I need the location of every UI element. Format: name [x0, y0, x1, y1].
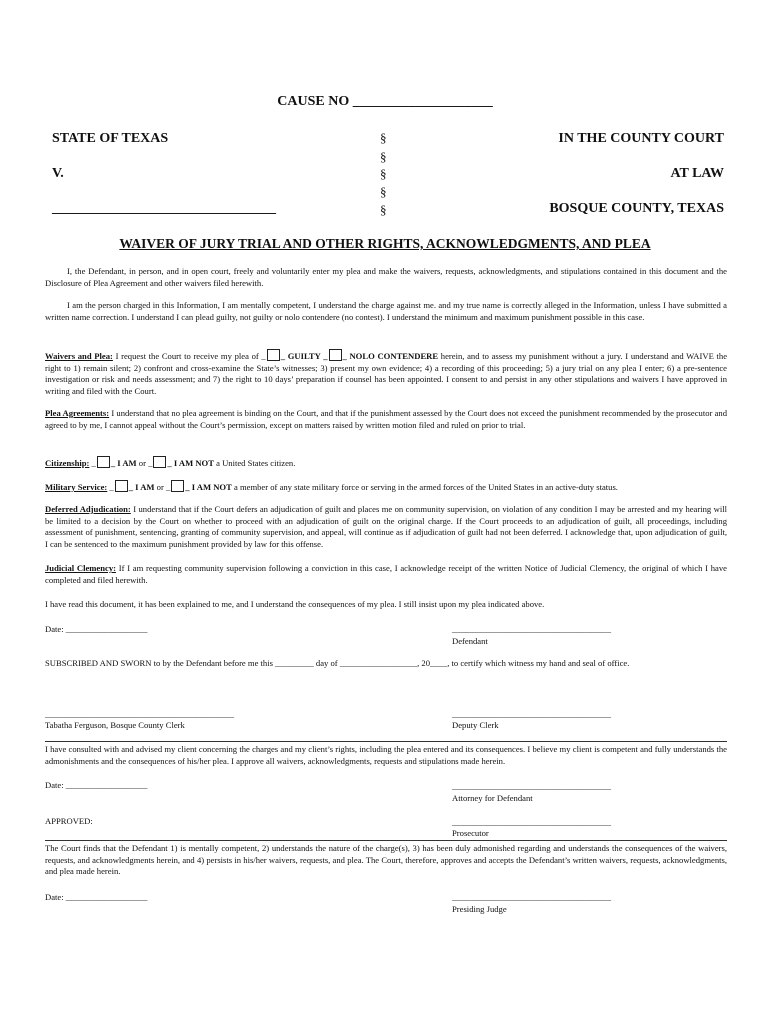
deputy-clerk-label: Deputy Clerk: [452, 720, 499, 730]
section-mark: §: [380, 149, 387, 164]
defendant-label: Defendant: [452, 636, 488, 646]
nolo-contendere-checkbox[interactable]: [329, 349, 342, 361]
waivers-text: I request the Court to receive my plea of _: [112, 351, 266, 361]
clerk-label: Tabatha Ferguson, Bosque County Clerk: [45, 720, 185, 730]
judge-date-field[interactable]: Date: ___________________: [45, 892, 148, 902]
attorney-label: Attorney for Defendant: [452, 793, 533, 803]
military-i-am-label: _ I AM: [128, 482, 155, 492]
bosque-county-label: BOSQUE COUNTY, TEXAS: [549, 201, 724, 216]
cause-number: CAUSE NO ____________________: [277, 94, 493, 109]
plea-agreements-paragraph: [45, 408, 727, 431]
approved-label: APPROVED:: [45, 816, 93, 826]
military-text: or _: [154, 482, 171, 492]
presiding-judge-label: Presiding Judge: [452, 904, 507, 914]
citizen-i-am-label: _ I AM: [110, 458, 137, 468]
military-i-am-checkbox[interactable]: [115, 480, 128, 492]
military-text: _: [107, 482, 114, 492]
military-service-line: [45, 480, 727, 494]
competency-paragraph: I am the person charged in this Information, I am mentally competent, I understand the charge against me. and my true name is correctly alleged in the Information, unless I have submitted a written name correction. I understand I can plead guilty, not guilty or nolo contendere (no contest). I understand the minimum and maximum punishment possible in this case.: [45, 300, 727, 322]
guilty-label: _ GUILTY _: [280, 351, 328, 361]
attorney-statement: I have consulted with and advised my client concerning the charges and my client’s rights, including the plea entered and its consequences. I believe my client is competent and fully understands the admonishments and the consequences of his/her plea. I approve all waivers, acknowledgments, requests and stipulations made herein.: [45, 744, 727, 766]
citizenship-heading: Citizenship:: [45, 458, 90, 468]
military-heading: Military Service:: [45, 482, 108, 492]
document-title: WAIVER OF JURY TRIAL AND OTHER RIGHTS, ACKNOWLEDGMENTS, AND PLEA: [119, 236, 651, 251]
section-mark: §: [380, 184, 387, 199]
section-mark: §: [380, 130, 387, 145]
section-mark: §: [380, 202, 387, 217]
citizenship-line: [45, 456, 727, 470]
deputy-signature-line[interactable]: _____________________________________: [452, 709, 611, 719]
military-i-am-not-label: _ I AM NOT: [185, 482, 232, 492]
read-statement: I have read this document, it has been explained to me, and I understand the consequences of my plea. I still insist upon my plea indicated above.: [45, 599, 545, 609]
intro-paragraph: I, the Defendant, in person, and in open court, freely and voluntarily enter my plea and make the waivers, requests, acknowledgments, and stipulations contained in this document and the Disclosure of Plea Agreement and other waivers filed herewith.: [45, 266, 727, 288]
state-of-texas: STATE OF TEXAS: [52, 131, 169, 146]
at-law-label: AT LAW: [670, 166, 724, 181]
waivers-heading: Waivers and Plea:: [45, 351, 113, 361]
judicial-clemency-paragraph: [45, 563, 727, 586]
military-i-am-not-checkbox[interactable]: [171, 480, 184, 492]
citizenship-text: a United States citizen.: [213, 458, 296, 468]
citizenship-text: _: [89, 458, 96, 468]
waivers-text: herein, and to assess my punishment without a jury. I understand and WAIVE the right to 1) remain silent; 2) confront and cross-examine the State’s witnesses; 3) present my own evidence; 4) a recording of this proceeding; 5) a jury trial on any plea I enter; 6) a pre-sentence investigation or risk and needs assessment; and 7) the right to 10 days’ preparation if counsel has been appointed. I consent to and persist in any other stipulations and waivers I have approved in writing and filed with the Court.: [45, 351, 728, 396]
versus-label: V.: [52, 166, 64, 181]
attorney-date-field[interactable]: Date: ___________________: [45, 780, 148, 790]
citizenship-text: or _: [136, 458, 153, 468]
clemency-text: If I am requesting community supervision following a conviction in this case, I acknowledge receipt of the written Notice of Judicial Clemency, the original of which I have completed and filed herewith.: [45, 563, 727, 585]
attorney-signature-line[interactable]: _____________________________________: [452, 781, 611, 791]
prosecutor-label: Prosecutor: [452, 828, 489, 838]
clerk-signature-line[interactable]: ____________________________________________: [45, 709, 235, 719]
waivers-and-plea-paragraph: [45, 349, 727, 397]
guilty-checkbox[interactable]: [267, 349, 280, 361]
citizen-i-am-not-checkbox[interactable]: [153, 456, 166, 468]
sworn-statement: SUBSCRIBED AND SWORN to by the Defendant before me this _________ day of __________________, 20____, to certify which witness my hand and seal of office.: [45, 658, 630, 668]
section-mark: §: [380, 166, 387, 181]
defendant-date-field[interactable]: Date: ___________________: [45, 624, 148, 634]
court-finding-paragraph: The Court finds that the Defendant 1) is mentally competent, 2) understands the nature of the charge(s), 3) has been duly admonished regarding and understands the consequences of the waivers, requests, and acknowledgments herein, and 4) persists in his/her waivers, requests, and plea. The Court, therefore, approves and accepts the Defendant’s written waivers, requests, acknowledgments, and plea made herein.: [45, 843, 727, 876]
deferred-adjudication-paragraph: [45, 504, 727, 550]
citizen-i-am-not-label: _ I AM NOT: [167, 458, 214, 468]
section-divider: [45, 840, 727, 841]
plea-agreements-text: I understand that no plea agreement is binding on the Court, and that if the punishment assessed by the Court does not exceed the punishment recommended by the prosecutor and agreed to by me, I cannot appeal without the Court’s permission, except on matters raised by written motion filed and ruled on prior to trial.: [45, 408, 727, 430]
military-text: a member of any state military force or serving in the armed forces of the United States in an active-duty status.: [231, 482, 618, 492]
defendant-name-blank[interactable]: ________________________________: [52, 201, 276, 216]
judge-signature-line[interactable]: _____________________________________: [452, 892, 611, 902]
prosecutor-signature-line[interactable]: _____________________________________: [452, 817, 611, 827]
section-divider: [45, 741, 727, 742]
county-court-label: IN THE COUNTY COURT: [558, 131, 724, 146]
clemency-heading: Judicial Clemency:: [45, 563, 116, 573]
defendant-signature-line[interactable]: _____________________________________: [452, 624, 611, 634]
citizen-i-am-checkbox[interactable]: [97, 456, 110, 468]
deferred-text: I understand that if the Court defers an adjudication of guilt and places me on community supervision, on violation of any condition I may be arrested and my hearing will be limited to a decision by the Court on whether to proceed with an adjudication of guilt on the original charge. If the Court proceeds to an adjudication of guilt, all proceedings, including assessment of punishment, sentencing, granting of community supervision, and appeal, will continue as if adjudication of guilt had not been deferred. I acknowledge that, upon adjudication of guilt, I can be sentenced to the maximum punishment provided by law for this offense.: [45, 504, 727, 549]
plea-agreements-heading: Plea Agreements:: [45, 408, 110, 418]
nolo-contendere-label: _ NOLO CONTENDERE: [342, 351, 439, 361]
deferred-heading: Deferred Adjudication:: [45, 504, 131, 514]
